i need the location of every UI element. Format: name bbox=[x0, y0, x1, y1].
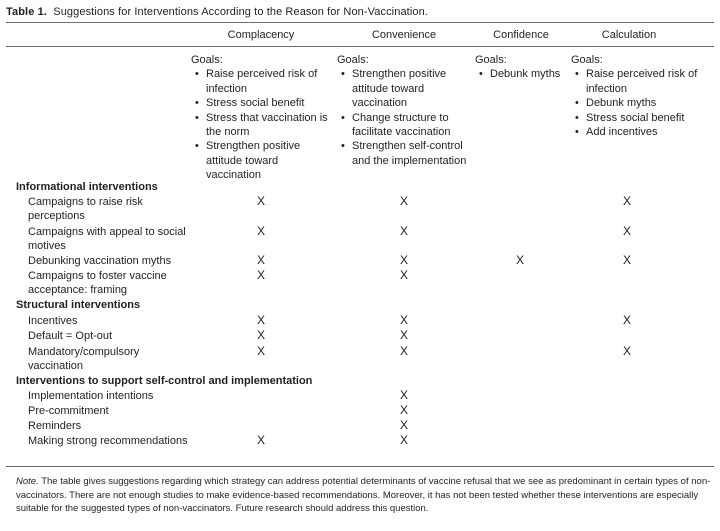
table-note bbox=[16, 475, 712, 516]
cell-mark: X bbox=[399, 388, 408, 402]
row-label: Campaigns to raise risk perceptions bbox=[28, 196, 143, 223]
cell-mark: X bbox=[399, 328, 408, 342]
cell-mark: X bbox=[256, 313, 265, 327]
cell-mark: X bbox=[399, 403, 408, 417]
cell-mark: X bbox=[399, 418, 408, 432]
cell-mark: X bbox=[399, 344, 408, 358]
goal-item: • Strengthen positive attitude toward vaccination bbox=[191, 139, 336, 182]
table-label: Table 1. bbox=[6, 6, 47, 18]
row-label: Incentives bbox=[28, 315, 78, 327]
row-label: Pre-commitment bbox=[28, 405, 109, 417]
cell-mark: X bbox=[256, 253, 265, 267]
note-label: Note. bbox=[16, 476, 39, 487]
cell-mark: X bbox=[399, 313, 408, 327]
cell-mark: X bbox=[256, 328, 265, 342]
goals-label: Goals: bbox=[475, 54, 507, 66]
row-label: Campaigns to foster vaccine acceptance: framing bbox=[28, 270, 167, 297]
col-header-complacency: Complacency bbox=[227, 29, 295, 41]
goal-item: • Add incentives bbox=[571, 125, 701, 139]
cell-mark: X bbox=[256, 344, 265, 358]
goal-item: • Stress social benefit bbox=[571, 111, 701, 125]
row-label: Reminders bbox=[28, 420, 82, 432]
cell-mark: X bbox=[256, 224, 265, 238]
col-header-convenience: Convenience bbox=[371, 29, 437, 41]
goals-label: Goals: bbox=[571, 54, 603, 66]
col-header-calculation: Calculation bbox=[601, 29, 657, 41]
goals-confidence bbox=[475, 53, 570, 82]
note-text: The table gives suggestions regarding which strategy can address potential determinants of vaccine refusal that we see as predominant in certain types of non-vaccinators. There are not enough studies to make evidence-based recommendations. Moreover, it has not been tested whether these interventions are especially suitable for the suggested types of non-vaccinators. Future research should address this question. bbox=[16, 476, 711, 514]
row-label: Debunking vaccination myths bbox=[28, 255, 172, 267]
goal-item: • Stress that vaccination is the norm bbox=[191, 111, 336, 140]
goals-label: Goals: bbox=[191, 54, 223, 66]
goal-item: • Raise perceived risk of infection bbox=[571, 67, 701, 96]
section-heading: Informational interventions bbox=[16, 181, 158, 193]
goals-complacency bbox=[191, 53, 336, 183]
cell-mark: X bbox=[622, 253, 631, 267]
cell-mark: X bbox=[399, 224, 408, 238]
table-title: Suggestions for Interventions According to the Reason for Non-Vaccination. bbox=[53, 6, 428, 18]
cell-mark: X bbox=[622, 194, 631, 208]
goal-item: • Strengthen positive attitude toward vaccination bbox=[337, 67, 475, 110]
row-label: Default = Opt-out bbox=[28, 330, 113, 342]
cell-mark: X bbox=[399, 433, 408, 447]
goal-item: • Stress social benefit bbox=[191, 96, 336, 110]
cell-mark: X bbox=[256, 433, 265, 447]
header-rule bbox=[6, 46, 714, 47]
cell-mark: X bbox=[399, 253, 408, 267]
goals-calculation bbox=[571, 53, 701, 139]
cell-mark: X bbox=[256, 268, 265, 282]
row-label: Making strong recommendations bbox=[28, 435, 188, 447]
goal-item: • Debunk myths bbox=[475, 67, 570, 81]
row-label: Implementation intentions bbox=[28, 390, 154, 402]
goals-label: Goals: bbox=[337, 54, 369, 66]
section-heading: Interventions to support self-control and implementation bbox=[16, 375, 313, 387]
cell-mark: X bbox=[622, 344, 631, 358]
cell-mark: X bbox=[515, 253, 524, 267]
cell-mark: X bbox=[399, 268, 408, 282]
col-header-confidence: Confidence bbox=[493, 29, 549, 41]
goal-item: • Change structure to facilitate vaccination bbox=[337, 111, 475, 140]
cell-mark: X bbox=[399, 194, 408, 208]
row-label: Mandatory/compulsory vaccination bbox=[28, 346, 140, 373]
goals-convenience bbox=[337, 53, 475, 168]
bottom-rule bbox=[6, 466, 714, 467]
section-heading: Structural interventions bbox=[16, 299, 141, 311]
table-caption bbox=[6, 6, 428, 18]
goal-item: • Strengthen self-control and the implementation bbox=[337, 139, 475, 168]
cell-mark: X bbox=[256, 194, 265, 208]
cell-mark: X bbox=[622, 224, 631, 238]
goal-item: • Debunk myths bbox=[571, 96, 701, 110]
top-rule bbox=[6, 22, 714, 23]
cell-mark: X bbox=[622, 313, 631, 327]
goal-item: • Raise perceived risk of infection bbox=[191, 67, 336, 96]
row-label: Campaigns with appeal to social motives bbox=[28, 226, 186, 253]
